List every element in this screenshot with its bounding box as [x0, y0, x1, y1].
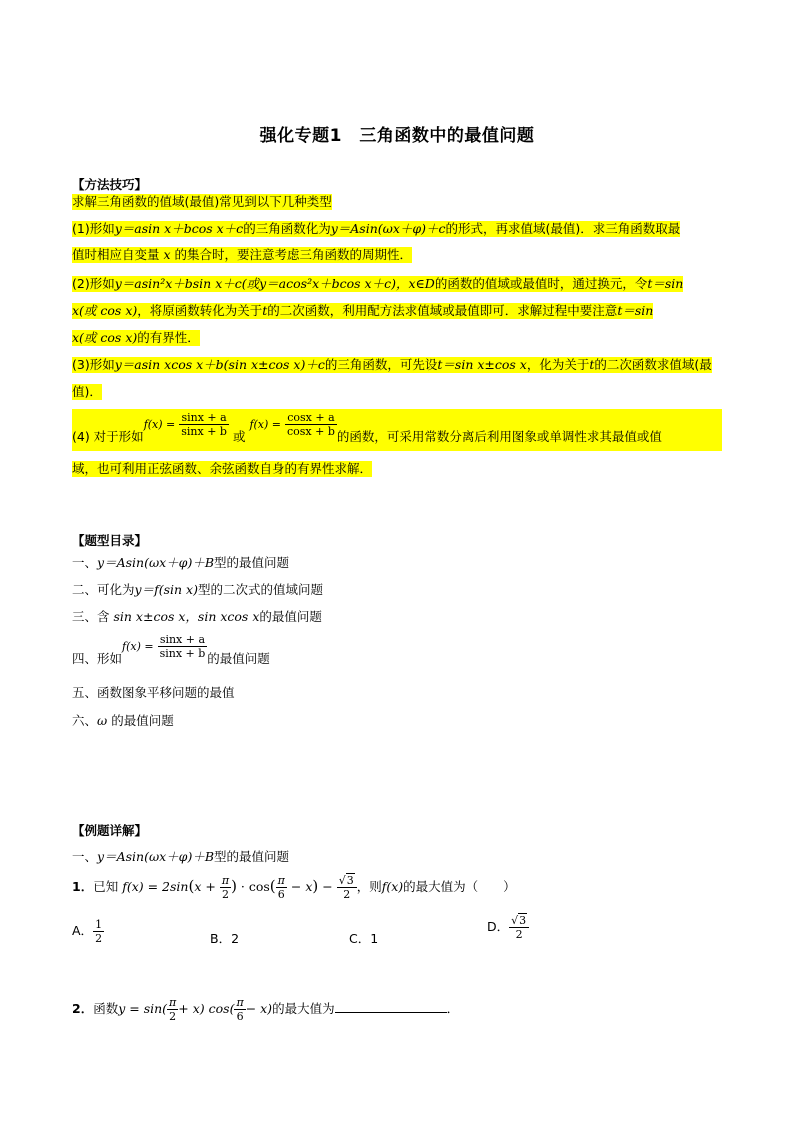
- option-a[interactable]: A． $\frac{1}{2}$: [72, 918, 103, 945]
- method-1-formula-a: y＝asin x＋bcos x＋c: [114, 221, 244, 236]
- catalog-item-5: 五、函数图象平移问题的最值: [72, 685, 235, 700]
- method-2-line1: (2)形如y＝asin²x＋bsin x＋c(或y＝acos²x＋bcos x＋c)，x∈D的函数的值域或最值时，通过换元，令t＝sin: [72, 276, 684, 291]
- methods-heading: 【方法技巧】: [72, 177, 148, 192]
- method-3-line2: 值)．: [72, 384, 102, 399]
- catalog-item-2: 二、可化为y＝f(sin x)型的二次式的值域问题: [72, 582, 323, 597]
- catalog-item-6: 六、ω 的最值问题: [72, 713, 174, 728]
- method-4-fraction-1: $\frac{\sin x + a}{\sin x + b}$: [181, 411, 227, 438]
- option-d[interactable]: D． $\frac{√3}{2}$: [487, 914, 529, 941]
- method-4-fraction-2: $\frac{\cos x + a}{\cos x + b}$: [287, 411, 335, 438]
- method-2-formula: y＝asin²x＋bsin x＋c(或y＝acos²x＋bcos x＋c)，x∈D: [114, 276, 435, 291]
- method-1-line1: (1)形如y＝asin x＋bcos x＋c的三角函数化为y＝Asin(ωx＋φ)＋c的形式，再求值域(最值)．求三角函数取最: [72, 221, 681, 236]
- method-4-content: (4) 对于形如f(x) = $\frac{\sin x + a}{\sin x + b}$ 或 f(x) = $\frac{\cos x + a}{\cos x + b}$ 的函数，可采用常数分离后利用图象或单调性求其最值或值: [72, 411, 662, 444]
- page-title: 强化专题1 三角函数中的最值问题: [259, 126, 535, 146]
- method-3-formula: y＝asin xcos x＋b(sin x±cos x)＋c: [114, 357, 325, 372]
- method-2-line2: x(或 cos x)，将原函数转化为关于t的二次函数，利用配方法求值域或最值即可．求解过程中要注意t＝sin: [72, 303, 654, 318]
- option-b[interactable]: B．2: [210, 931, 240, 946]
- question-2: 2．函数y = sin( $\frac{\pi}{2}$ + x) cos( $\frac{\pi}{6}$ − x)的最大值为 ．: [72, 996, 460, 1023]
- methods-intro: 求解三角函数的值域(最值)常见到以下几种类型: [72, 194, 332, 209]
- examples-heading: 【例题详解】: [72, 823, 148, 838]
- catalog-item-4: 四、形如f(x) = $\frac{\sin x + a}{\sin x + b}$ 的最值问题: [72, 633, 270, 666]
- answer-blank[interactable]: [335, 1000, 447, 1013]
- option-c[interactable]: C．1: [349, 931, 379, 946]
- catalog-item-3: 三、含 sin x±cos x，sin xcos x的最值问题: [72, 609, 322, 624]
- catalog-item-4-fraction: $\frac{\sin x + a}{\sin x + b}$: [159, 633, 206, 660]
- catalog-heading: 【题型目录】: [72, 533, 148, 548]
- catalog-item-1: 一、y＝Asin(ωx＋φ)＋B型的最值问题: [72, 555, 290, 570]
- method-3-line1: (3)形如y＝asin xcos x＋b(sin x±cos x)＋c的三角函数，可先设t＝sin x±cos x，化为关于t的二次函数求值域(最: [72, 357, 712, 372]
- method-4-line2: 域，也可利用正弦函数、余弦函数自身的有界性求解．: [72, 461, 373, 476]
- question-1: 1．已知 f(x) = 2sin(x + $\frac{\pi}{2}$ ) · cos( $\frac{\pi}{6}$ − x) − $\frac{√3}{2}$ ，则f(x)的最大值为（ ）: [72, 874, 516, 901]
- method-1-line2: 值时相应自变量 x 的集合时，要注意考虑三角函数的周期性．: [72, 247, 413, 262]
- method-2-line3: x(或 cos x)的有界性．: [72, 330, 200, 345]
- examples-subheading-1: 一、y＝Asin(ωx＋φ)＋B型的最值问题: [72, 849, 290, 864]
- method-1-formula-b: y＝Asin(ωx＋φ)＋c: [330, 221, 446, 236]
